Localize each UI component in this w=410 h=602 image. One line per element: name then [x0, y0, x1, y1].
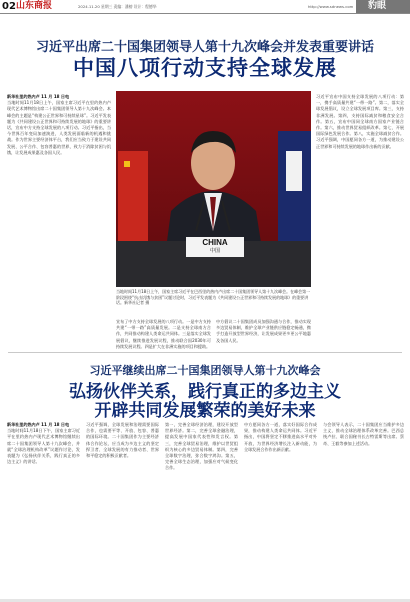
nameplate-text: CHINA [202, 238, 228, 247]
article1-lower-right-text: 中方倡议二十国集团成员加强沟通与合作，推动实现多边贸易体制，维护全球产业链供应链稳定畅通，携手打造开放型世界经济，让发展成果更多更公平地惠及各国人民。 [216, 319, 311, 343]
article2-text-3: 第一，完善全球经济治理，建设开放型世界经济。第二，完善全球金融治理，提高发展中国家代表性和发言权。第三，完善全球贸易治理，维护以世贸组织为核心的多边贸易体制。第四，完善全球数字治理，弥合数字鸿沟。第五，完善全球生态治理，加强应对气候变化合作。 [165, 422, 238, 471]
article2-text-2: 习近平强调，全球发展和治理需要国际合作，也需要平等、开放、包容、普惠的国际环境。二十国集团作为主要经济体合作论坛，应当成为多边主义的坚定捍卫者、全球发展的有力推动者、世界和平稳定的积极贡献者。 [86, 422, 159, 459]
speaker-at-podium-illustration [116, 91, 311, 287]
article2-text-1: 当地时间11月18日下午，国家主席习近平在里约热内卢现代艺术博物馆继续出席二十国集团领导人第十九次峰会，并就“全球治理机构改革”议题作讨论，发表题为《弘扬伙伴关系，践行真正的多边主义》的讲话。 [7, 428, 80, 465]
article1-left-text: 当地时间11月18日上午，国家主席习近平在里约热内卢现代艺术博物馆出席二十国集团领导人第十九次峰会。本峰会的主题是“构建公正世界和可持续星球”。习近平发表题为《共同建设公正世界和可持续发展的地球》的重要讲话，宣布中方支持全球发展的八项行动。习近平指出，当今世界百年变局加速演进，人类发展面临新的机遇和挑战。作为世界主要经济体平台，我们应当致力于建设共同发展、公平合作、包容普惠的世界，致力于消除贫困与饥饿，让发展成果惠及各国人民。 [7, 100, 111, 155]
article2-column-5 [323, 422, 404, 596]
article2-kicker: 习近平继续出席二十国集团领导人第十九次峰会 [89, 364, 321, 377]
masthead [0, 0, 410, 14]
news-photo [116, 91, 311, 287]
article2-text-5: 与会领导人表示，二十国集团应当维护多边主义，推动全球治理体系改革完善。巴西总统卢拉、联合国秘书长古特雷斯等出席。蔡奇、王毅等参加上述活动。 [323, 422, 404, 446]
page-number: 02 [2, 1, 16, 12]
nameplate-chinese: 中国 [209, 248, 220, 254]
issue-meta: 2024.11.20 星期三 责编：潘榕 设计：程德华 [78, 4, 157, 9]
website-url: http://www.sdnews.com [308, 4, 354, 9]
article1-kicker: 习近平出席二十国集团领导人第十九次峰会并发表重要讲话 [35, 40, 374, 55]
article2-column-2 [86, 422, 159, 596]
article2-column-1 [7, 422, 80, 596]
article1-lower-middle-column [116, 319, 211, 350]
article1-right-text: 习近平宣布中国支持全球发展的八项行动：第一，携手高质量共建“一带一路”。第二，落实全球发展倡议，设立全球发展项目库。第三，支持非洲发展。第四，支持国际减贫和粮食安全合作。第五，宣布中国同全球南方国家产业链合作。第六，推动世界贸易组织改革。第七，开展国际绿色发展合作。第八，实施全球减贫合作。习近平强调，中国愿同各方一道，为推动建设公正世界和可持续发展的地球作出新的贡献。 [316, 94, 404, 149]
article1-lower-right-column [216, 319, 311, 350]
section-divider [8, 352, 402, 353]
section-tag: 豹眼 [368, 1, 387, 11]
article2-column-3 [165, 422, 238, 596]
article2-headline-line1: 弘扬伙伴关系，践行真正的多边主义 [69, 382, 341, 402]
article1-left-column [7, 94, 111, 349]
country-nameplate [186, 237, 244, 257]
article2-column-4 [244, 422, 317, 596]
section-badge [356, 0, 410, 13]
photo-caption: 当地时间11月18日上午，国家主席习近平在巴西里约热内卢出席二十国集团领导人第十九次峰会。在峰会第一阶段围绕“抗击饥饿与贫困”议题讨论时，习近平发表题为《共同建设公正世界和可持续发展的地球》的重要讲话。新华社记者 摄 [116, 289, 311, 305]
article2-dateline: 新华社里约热内卢 11 月 18 日电 [7, 422, 70, 427]
article1-right-column [316, 94, 404, 349]
paper-name: 山东商报 [16, 1, 53, 11]
article1-dateline: 新华社里约热内卢 11 月 18 日电 [7, 94, 70, 99]
article2-headline-line2: 开辟共同发展繁荣的美好未来 [94, 401, 316, 421]
article1-lower-middle-text: 宣布了中方支持全球发展的八项行动。一是中方支持共建“一带一路”高质量发展。二是支持全球南方合作，共同推动构建人类命运共同体。三是落实全球发展倡议，继续推进发展议程，推动联合国2030年可持续发展议程。四是扩大在非洲实施的项目和援助。 [116, 319, 211, 349]
article1-headline: 中国八项行动支持全球发展 [73, 56, 337, 80]
article2-text-4: 中方愿同各方一道，落实好国际合作成果，推动构建人类命运共同体。习近平指出，中国将坚定不移推进高水平对外开放，为世界经济增长注入新动能，为全球发展合作作出新贡献。 [244, 422, 317, 452]
